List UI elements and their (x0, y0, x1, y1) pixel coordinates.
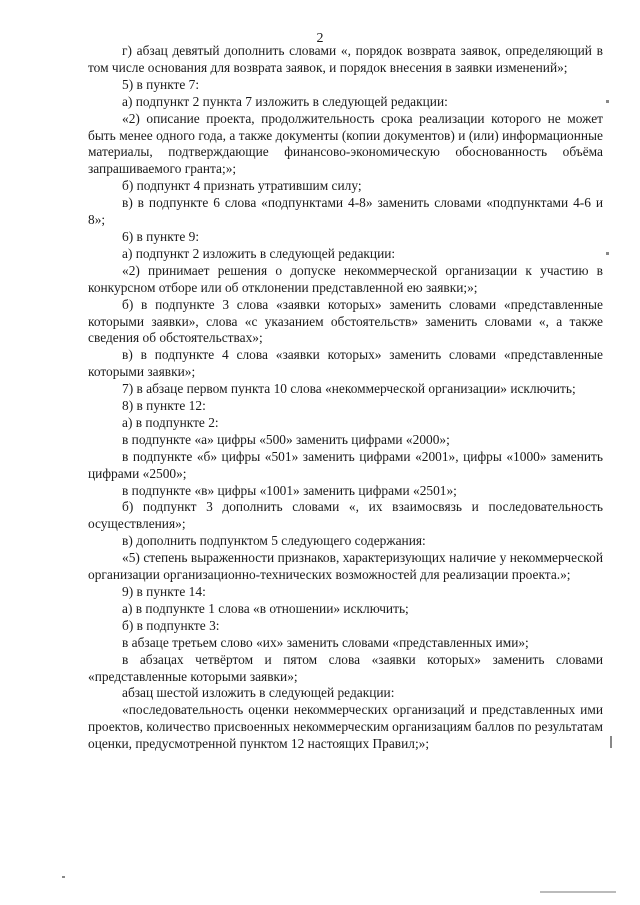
paragraph: 9) в пункте 14: (122, 584, 206, 599)
paragraph: в) в подпункте 6 слова «подпунктами 4-8» заменить словами «подпунктами 4-6 и 8»; (88, 195, 603, 228)
paragraph: б) подпункт 3 дополнить словами «, их взаимосвязь и последовательность осуществления»; (88, 499, 603, 532)
paragraph: 8) в пункте 12: (122, 398, 206, 414)
paragraph: 6) в пункте 9: (122, 228, 200, 244)
paragraph: в) дополнить подпунктом 5 следующего содержания: (122, 533, 426, 549)
document-body (88, 43, 603, 753)
paragraph: а) подпункт 2 изложить в следующей редакции: (122, 245, 396, 261)
paragraph: в абзацах четвёртом и пятом слова «заявки которых» заменить словами «представленные которыми заявки»; (88, 651, 603, 684)
paragraph: «2) принимает решения о допуске некоммерческой организации к участию в конкурсном отборе или об отклонении представленной ею заявки;»; (88, 262, 603, 295)
paragraph: г) абзац девятый дополнить словами «, порядок возврата заявок, определяющий в том числе основания для возврата заявок, и порядок внесения в заявки изменений»; (88, 43, 603, 75)
paragraph: а) в подпункте 2: (122, 414, 219, 430)
paragraph: в подпункте «а» цифры «500» заменить цифрами «2000»; (122, 431, 450, 447)
paragraph: в абзаце третьем слово «их» заменить словами «представленных ими»; (122, 634, 529, 650)
paragraph: абзац шестой изложить в следующей редакции: (122, 685, 395, 701)
paragraph: 5) в пункте 7: (122, 76, 200, 92)
scan-mark (606, 252, 609, 255)
paragraph: в подпункте «в» цифры «1001» заменить цифрами «2501»; (122, 482, 457, 498)
paragraph: б) в подпункте 3 слова «заявки которых» заменить словами «представленные которыми заявки», слова «с указанием обстоятельств» заменить словами «, а также сведения об обстоятельствах»; (88, 296, 603, 346)
scan-mark (610, 736, 612, 748)
paragraph: б) в подпункте 3: (122, 617, 220, 633)
scan-mark (62, 876, 65, 878)
paragraph: в) в подпункте 4 слова «заявки которых» заменить словами «представленные которыми заявки»; (88, 347, 603, 380)
paragraph: а) в подпункте 1 слова «в отношении» исключить; (122, 600, 409, 616)
paragraph: 7) в абзаце первом пункта 10 слова «некоммерческой организации» исключить; (122, 381, 576, 397)
paragraph: а) подпункт 2 пункта 7 изложить в следующей редакции: (122, 93, 448, 109)
paragraph: «последовательность оценки некоммерческих организаций и представленных ими проектов, количество присвоенных некоммерческим организациям баллов по результатам оценки, предусмотренной пунктом 12 настоящих Правил;»; (88, 702, 603, 752)
scan-mark (606, 100, 609, 103)
paragraph: «2) описание проекта, продолжительность срока реализации которого не может быть менее одного года, а также документы (копии документов) и (или) информационные материалы, подтверждающие финансово-экономическую обоснованность объёма запрашиваемого гранта;»; (88, 110, 603, 177)
paragraph: в подпункте «б» цифры «501» заменить цифрами «2001», цифры «1000» заменить цифрами «2500»; (88, 448, 603, 481)
paragraph: «5) степень выраженности признаков, характеризующих наличие у некоммерческой организации организационно-технических возможностей для реализации проекта.»; (88, 550, 603, 583)
scan-mark (540, 891, 616, 893)
paragraph: б) подпункт 4 признать утратившим силу; (122, 178, 362, 194)
page-number: 2 (316, 31, 324, 46)
